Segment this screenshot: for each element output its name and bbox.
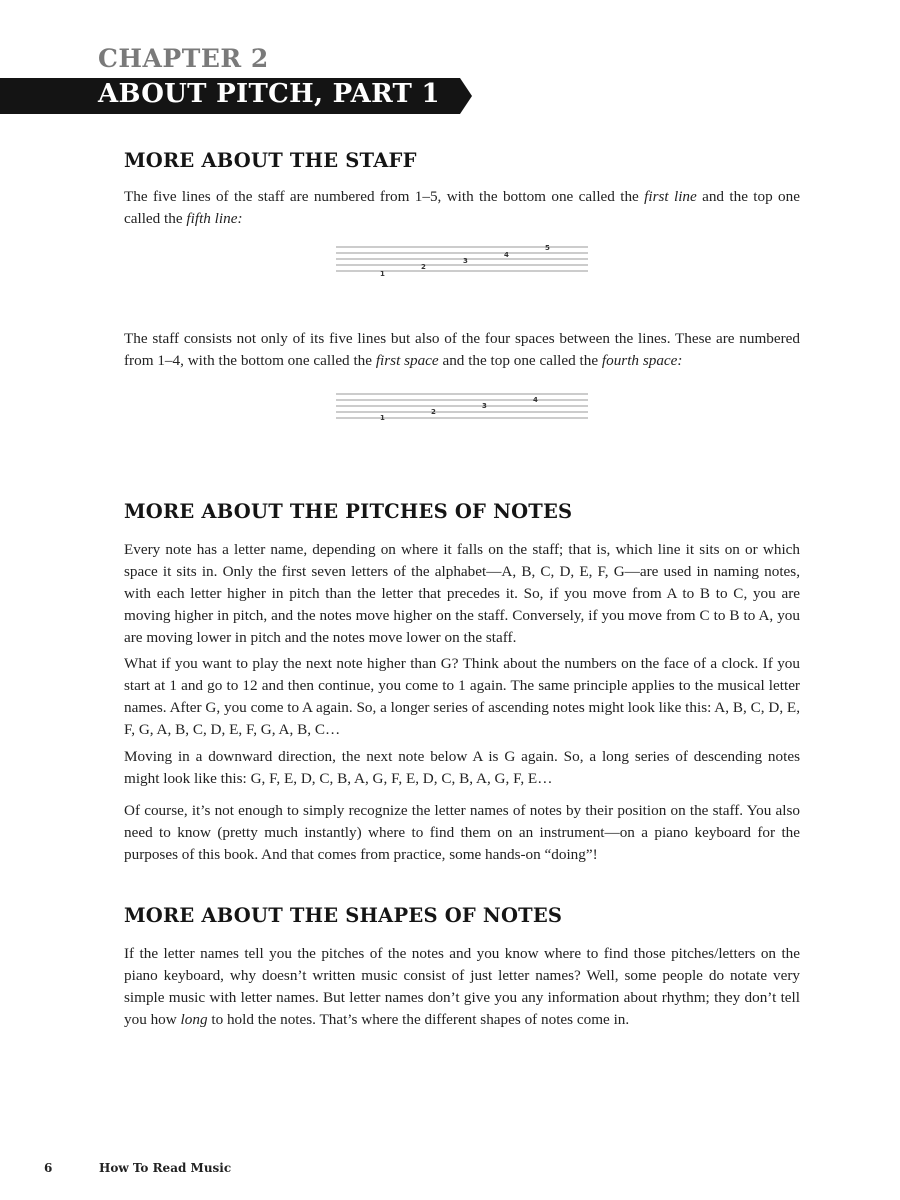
term-first-space: first space bbox=[375, 352, 439, 369]
section-heading-shapes: MORE ABOUT THE SHAPES OF NOTES bbox=[124, 904, 563, 927]
text-run: and the top one called the bbox=[124, 188, 800, 227]
line-label-2: 2 bbox=[421, 263, 426, 271]
section-heading-pitches: MORE ABOUT THE PITCHES OF NOTES bbox=[124, 500, 573, 523]
pitches-paragraph-3: Moving in a downward direction, the next note below A is G again. So, a long series of descending notes might look like this: G, F, E, D, C, B, A, G, F, E, D, C, B, A, G, F, E… bbox=[124, 748, 800, 787]
line-label-4: 4 bbox=[504, 251, 509, 259]
text-run: and the top one called the bbox=[438, 352, 602, 369]
staff-paragraph-lines bbox=[124, 186, 800, 230]
section-heading-staff: MORE ABOUT THE STAFF bbox=[124, 149, 417, 172]
text-run: The five lines of the staff are numbered from 1–5, with the bottom one called the bbox=[124, 188, 645, 205]
chapter-title: ABOUT PITCH, PART 1 bbox=[98, 79, 440, 109]
chapter-label: CHAPTER 2 bbox=[98, 44, 269, 73]
term-fifth-line: fifth line: bbox=[186, 210, 243, 227]
text-run: If the letter names tell you the pitches of the notes and you know where to find those pitches/letters on the piano keyboard, why doesn’t written music consist of just letter names? Well, some people do notate very simple music with letter names. But letter names don’t give you any information about rhythm; they don’t tell you how bbox=[124, 945, 800, 1028]
running-footer-title: How To Read Music bbox=[99, 1161, 232, 1175]
shapes-paragraph-1 bbox=[124, 943, 800, 1031]
staff-paragraph-spaces bbox=[124, 328, 800, 372]
space-label-2: 2 bbox=[431, 408, 436, 416]
line-label-3: 3 bbox=[463, 257, 468, 265]
term-long: long bbox=[180, 1011, 208, 1028]
text-run: The staff consists not only of its five lines but also of the four spaces between the lines. These are numbered from 1–4, with the bottom one called the bbox=[124, 330, 800, 369]
text-run: to hold the notes. That’s where the different shapes of notes come in. bbox=[207, 1011, 630, 1028]
space-label-3: 3 bbox=[482, 402, 487, 410]
line-label-5: 5 bbox=[545, 244, 550, 252]
staff-lines-diagram bbox=[336, 238, 592, 278]
space-label-4: 4 bbox=[533, 396, 538, 404]
term-first-line: first line bbox=[644, 188, 697, 205]
term-fourth-space: fourth space: bbox=[601, 352, 683, 369]
page-number: 6 bbox=[44, 1161, 53, 1175]
line-label-1: 1 bbox=[380, 270, 385, 278]
pitches-paragraph-4: Of course, it’s not enough to simply recognize the letter names of notes by their position on the staff. You also need to know (pretty much instantly) where to find them on an instrument—on a piano keyboard for the purposes of this book. And that comes from practice, some hands-on “doing”! bbox=[124, 802, 800, 863]
pitches-paragraph-2: What if you want to play the next note higher than G? Think about the numbers on the face of a clock. If you start at 1 and go to 12 and then continue, you come to 1 again. The same principle applies to the musical letter names. After G, you come to A again. So, a longer series of ascending notes might look like this: A, B, C, D, E, F, G, A, B, C, D, E, F, G, A, B, C… bbox=[124, 655, 800, 738]
staff-spaces-diagram bbox=[336, 388, 592, 428]
space-label-1: 1 bbox=[380, 414, 385, 422]
pitches-paragraph-1: Every note has a letter name, depending on where it falls on the staff; that is, which line it sits on or which space it sits in. Only the first seven letters of the alphabet—A, B, C, D, E, F, G—are used in naming notes, with each letter higher in pitch than the letter that precedes it. So, if you move from A to B to C, you are moving higher in pitch, and the notes move higher on the staff. Conversely, if you move from C to B to A, you are moving lower in pitch and the notes move lower on the staff. bbox=[124, 541, 800, 646]
